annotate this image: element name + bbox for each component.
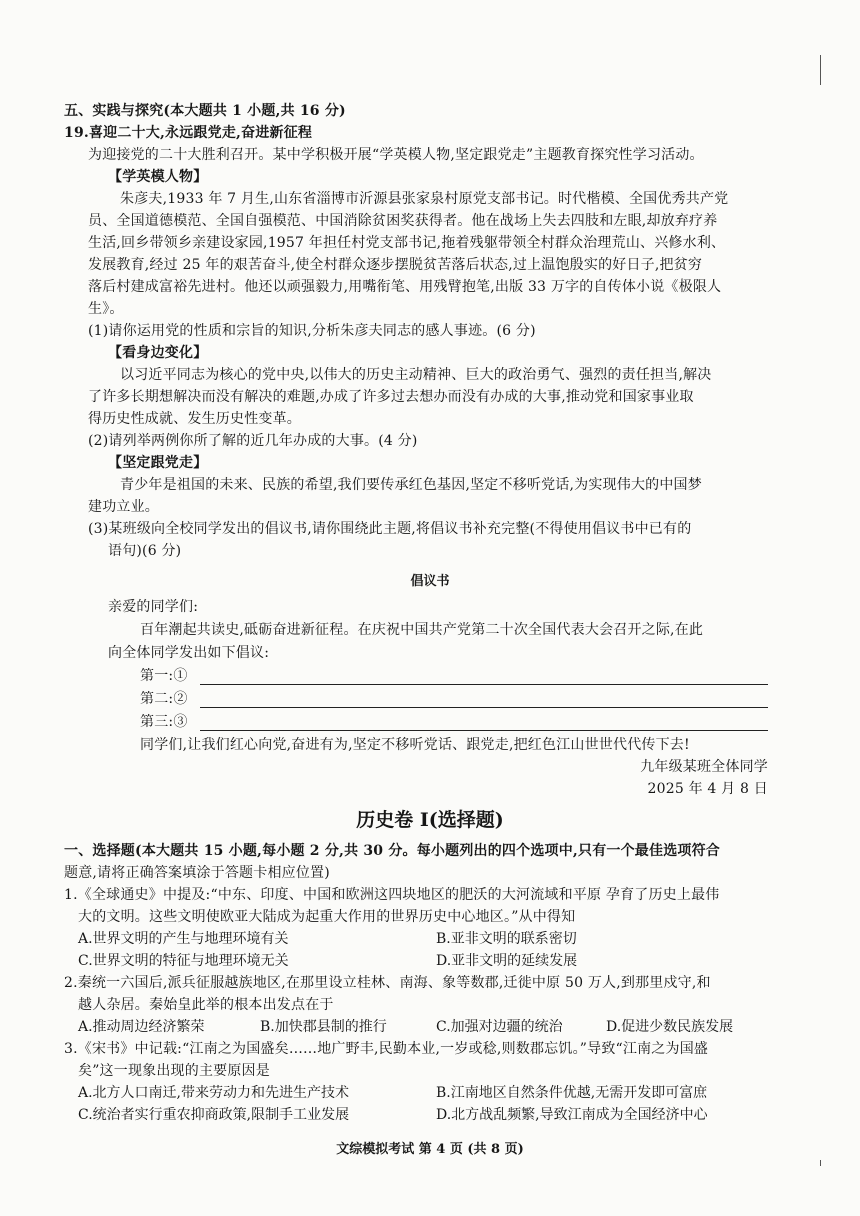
answer-blank-line[interactable] bbox=[200, 707, 768, 708]
question-1-stem: 1.《全球通史》中提及:“中东、印度、中国和欧洲这四块地区的肥沃的大河流域和平原 孕育了历史上最伟 bbox=[64, 887, 720, 903]
sub-question-3: 语句)(6 分) bbox=[108, 543, 182, 559]
paragraph-line: 生》。 bbox=[88, 301, 124, 317]
block-label-follow: 【坚定跟党走】 bbox=[108, 455, 208, 471]
history-section-heading: 一、选择题(本大题共 15 小题,每小题 2 分,共 30 分。每小题列出的四个选项中,只有一个最佳选项符合 bbox=[64, 843, 720, 859]
question-3-stem: 矣”这一现象出现的主要原因是 bbox=[78, 1063, 270, 1079]
paragraph-line: 朱彦夫,1933 年 7 月生,山东省淄博市沂源县张家泉村原党支部书记。时代楷模、全国优秀共产党 bbox=[120, 191, 729, 207]
sub-question-1: (1)请你运用党的性质和宗旨的知识,分析朱彦夫同志的感人事迹。(6 分) bbox=[88, 323, 536, 339]
page-footer: 文综模拟考试 第 4 页 (共 8 页) bbox=[336, 1142, 524, 1157]
question-2-stem: 2.秦统一六国后,派兵征服越族地区,在那里设立桂林、南海、象等数郡,迁徙中原 50 万人,到那里戍守,和 bbox=[64, 975, 711, 991]
paragraph-line: 发展教育,经过 25 年的艰苦奋斗,使全村群众逐步摆脱贫苦落后状态,过上温饱殷实的好日子,把贫穷 bbox=[88, 257, 703, 273]
question-1-option-c[interactable]: C.世界文明的特征与地理环境无关 bbox=[78, 953, 289, 969]
proposal-closing: 同学们,让我们红心向党,奋进有为,坚定不移听党话、跟党走,把红色江山世世代代传下去! bbox=[140, 737, 690, 753]
question-1-option-a[interactable]: A.世界文明的产生与地理环境有关 bbox=[78, 931, 289, 947]
answer-blank-line[interactable] bbox=[200, 684, 768, 685]
question-2-stem: 越人杂居。秦始皇此举的根本出发点在于 bbox=[78, 997, 334, 1013]
answer-blank-line[interactable] bbox=[200, 730, 768, 731]
scan-edge-mark bbox=[820, 55, 821, 85]
proposal-signature: 九年级某班全体同学 bbox=[640, 759, 768, 775]
paragraph-line: 员、全国道德模范、全国自强模范、中国消除贫困奖获得者。他在战场上失去四肢和左眼,却放弃疗养 bbox=[88, 213, 718, 229]
question-3-option-b[interactable]: B.江南地区自然条件优越,无需开发即可富庶 bbox=[436, 1085, 708, 1101]
question-19-title: 19.喜迎二十大,永远跟党走,奋进新征程 bbox=[64, 125, 313, 141]
section-heading: 五、实践与探究(本大题共 1 小题,共 16 分) bbox=[64, 103, 346, 119]
proposal-greeting: 亲爱的同学们: bbox=[108, 599, 199, 615]
paragraph-line: 得历史性成就、发生历史性变革。 bbox=[88, 411, 301, 427]
sub-question-3: (3)某班级向全校同学发出的倡议书,请你围绕此主题,将倡议书补充完整(不得使用倡议书中已有的 bbox=[88, 521, 692, 537]
question-3-option-c[interactable]: C.统治者实行重农抑商政策,限制手工业发展 bbox=[78, 1107, 350, 1123]
question-1-option-b[interactable]: B.亚非文明的联系密切 bbox=[436, 931, 577, 947]
question-2-option-d[interactable]: D.促进少数民族发展 bbox=[606, 1019, 734, 1035]
sub-question-2: (2)请列举两例你所了解的近几年办成的大事。(4 分) bbox=[88, 433, 418, 449]
question-intro: 为迎接党的二十大胜利召开。某中学积极开展“学英模人物,坚定跟党走”主题教育探究性学习活动。 bbox=[88, 147, 704, 163]
question-1-stem: 大的文明。这些文明使欧亚大陆成为起重大作用的世界历史中心地区。”从中得知 bbox=[78, 909, 576, 925]
block-label-model: 【学英模人物】 bbox=[108, 169, 208, 185]
proposal-title: 倡议书 bbox=[410, 574, 450, 589]
question-3-stem: 3.《宋书》中记载:“江南之为国盛矣……地广野丰,民勤本业,一岁或稔,则数郡忘饥。”导致“江南之为国盛 bbox=[64, 1041, 709, 1057]
paragraph-line: 青少年是祖国的未来、民族的希望,我们要传承红色基因,坚定不移听党话,为实现伟大的中国梦 bbox=[120, 477, 702, 493]
question-3-option-d[interactable]: D.北方战乱频繁,导致江南成为全国经济中心 bbox=[436, 1107, 708, 1123]
history-paper-title: 历史卷 I(选择题) bbox=[356, 809, 504, 831]
paragraph-line: 生活,回乡带领乡亲建设家园,1957 年担任村党支部书记,拖着残躯带领全村群众治理荒山、兴修水利、 bbox=[88, 235, 726, 251]
paragraph-line: 以习近平同志为核心的党中央,以伟大的历史主动精神、巨大的政治勇气、强烈的责任担当,解决 bbox=[120, 367, 712, 383]
paragraph-line: 了许多长期想解决而没有解决的难题,办成了许多过去想办而没有办成的大事,推动党和国家事业取 bbox=[88, 389, 694, 405]
proposal-body: 向全体同学发出如下倡议: bbox=[108, 645, 270, 661]
history-section-heading: 题意,请将正确答案填涂于答题卡相应位置) bbox=[64, 865, 330, 881]
question-2-option-b[interactable]: B.加快郡县制的推行 bbox=[260, 1019, 387, 1035]
question-3-option-a[interactable]: A.北方人口南迁,带来劳动力和先进生产技术 bbox=[78, 1085, 350, 1101]
scan-edge-mark bbox=[820, 1160, 821, 1166]
proposal-item-2: 第二:② bbox=[140, 691, 188, 707]
block-label-changes: 【看身边变化】 bbox=[108, 345, 208, 361]
proposal-item-1: 第一:① bbox=[140, 668, 188, 684]
question-1-option-d[interactable]: D.亚非文明的延续发展 bbox=[436, 953, 578, 969]
proposal-date: 2025 年 4 月 8 日 bbox=[647, 781, 768, 797]
proposal-item-3: 第三:③ bbox=[140, 714, 188, 730]
paragraph-line: 落后村建成富裕先进村。他还以顽强毅力,用嘴衔笔、用残臂抱笔,出版 33 万字的自传体小说《极限人 bbox=[88, 279, 722, 295]
question-2-option-c[interactable]: C.加强对边疆的统治 bbox=[436, 1019, 563, 1035]
question-2-option-a[interactable]: A.推动周边经济繁荣 bbox=[78, 1019, 205, 1035]
paragraph-line: 建功立业。 bbox=[88, 499, 159, 515]
proposal-body: 百年潮起共读史,砥砺奋进新征程。在庆祝中国共产党第二十次全国代表大会召开之际,在此 bbox=[140, 622, 704, 638]
